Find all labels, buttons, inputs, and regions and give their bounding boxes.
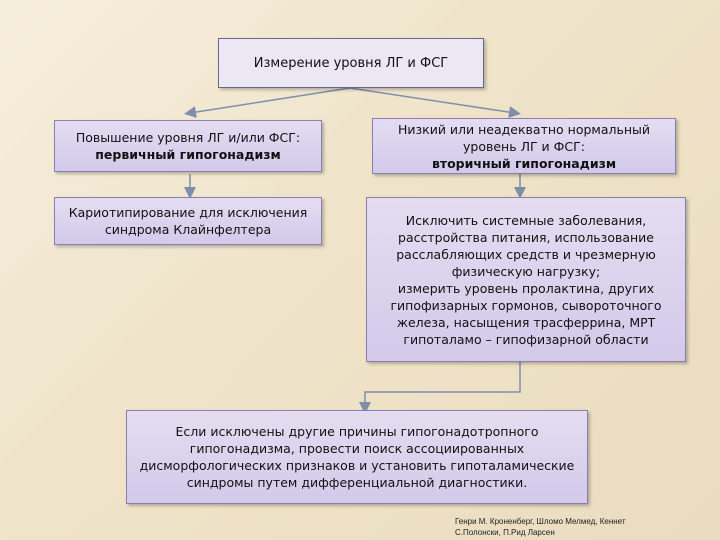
left-action-line2: синдрома Клайнфелтера	[104, 222, 272, 237]
right-action-line: гипоталамо – гипофизарной области	[403, 331, 649, 347]
right-action-line: физическую нагрузку;	[451, 263, 601, 279]
connector-line	[350, 88, 515, 113]
top-box-measurement	[218, 38, 484, 88]
right-action-line: расстройства питания, использование	[398, 229, 654, 245]
right-result-line1: Низкий или неадекватно нормальный	[397, 121, 651, 137]
left-result-box	[54, 120, 322, 172]
left-result-line1: Повышение уровня ЛГ и/или ФСГ:	[75, 130, 301, 145]
connector-line	[190, 88, 350, 113]
right-result-box	[372, 118, 676, 174]
connector-line	[365, 362, 520, 408]
right-action-line: гипофизарных гормонов, сывороточного	[390, 297, 662, 313]
right-result-line2: уровень ЛГ и ФСГ:	[463, 138, 585, 154]
citation-line1: Генри М. Кроненберг, Шломо Мелмед, Кеннет	[455, 517, 626, 526]
right-action-line: железа, насыщения трасферрина, МРТ	[396, 314, 656, 330]
bottom-line: синдромы путем дифференциальной диагностики.	[186, 475, 528, 490]
right-action-box	[366, 197, 686, 362]
source-citation	[455, 516, 626, 538]
right-action-line: расслабляющих средств и чрезмерную	[396, 246, 656, 262]
right-action-line: измерить уровень пролактина, других	[397, 280, 655, 296]
right-result-diagnosis: вторичный гипогонадизм	[431, 155, 617, 171]
bottom-line: гипогонадизма, провести поиск ассоциированных	[189, 441, 525, 456]
citation-line2: С.Полонски, П.Рид Ларсен	[455, 528, 555, 537]
right-action-line: Исключить системные заболевания,	[405, 212, 647, 228]
left-action-box	[54, 197, 322, 245]
bottom-line: Если исключены другие причины гипогонадотропного	[175, 424, 539, 439]
left-action-line1: Кариотипирование для исключения	[68, 205, 308, 220]
left-result-diagnosis: первичный гипогонадизм	[95, 147, 281, 162]
bottom-line: дисморфологических признаков и установить гипоталамические	[139, 458, 575, 473]
top-box-text: Измерение уровня ЛГ и ФСГ	[253, 55, 449, 71]
bottom-conclusion-box	[126, 410, 588, 504]
